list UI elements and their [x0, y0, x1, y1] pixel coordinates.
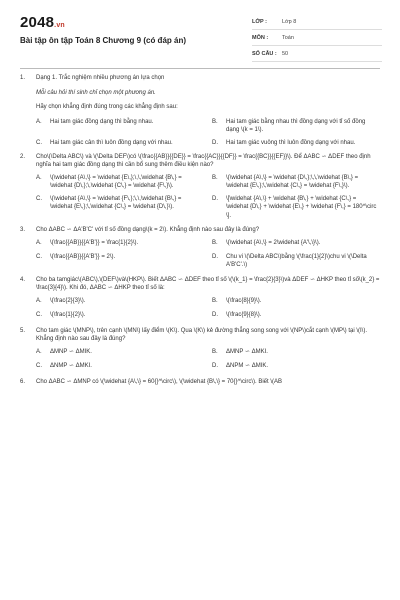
- option-a[interactable]: [36, 348, 204, 358]
- meta-row-class: [252, 14, 382, 30]
- option-label: B.: [212, 239, 218, 246]
- option-label: C.: [36, 195, 42, 202]
- option-text: ΔMNP ∽ ΔMKI.: [226, 348, 268, 355]
- meta-value: 50: [282, 50, 289, 57]
- question-3: [20, 226, 380, 270]
- option-label: A.: [36, 348, 42, 355]
- option-c[interactable]: [36, 311, 204, 321]
- option-label: D.: [212, 195, 218, 202]
- option-b[interactable]: [212, 348, 380, 358]
- option-label: A.: [36, 297, 42, 304]
- option-text: Hai tam giác bằng nhau thì đồng dạng với tỉ số đồng dạng \(k = 1\).: [226, 118, 366, 133]
- option-d[interactable]: [212, 362, 380, 372]
- option-a[interactable]: [36, 239, 204, 249]
- option-text: \(\widehat {A\,\} = \widehat {E\,};\,\,\widehat {B\,} = \widehat {D\,};\,\widehat {C\,} = \widehat {F\,}\).: [50, 174, 182, 189]
- option-text: Hai tam giác cân thì luôn đồng dạng với nhau.: [50, 139, 173, 146]
- options-grid: [36, 174, 380, 221]
- option-c[interactable]: [36, 195, 204, 221]
- meta-key: LỚP :: [252, 18, 267, 25]
- option-label: A.: [36, 118, 42, 125]
- option-label: C.: [36, 253, 42, 260]
- option-a[interactable]: [36, 297, 204, 307]
- option-label: B.: [212, 118, 218, 125]
- section-title: Dạng 1. Trắc nghiệm nhiều phương án lựa chọn: [36, 75, 165, 81]
- option-text: \[\widehat {A\,\} + \widehat {B\,} + \widehat {C\,} = \widehat {D\,} + \widehat {E\,} + \widehat {F\,} = 180^\circ \].: [226, 195, 377, 219]
- option-label: B.: [212, 348, 218, 355]
- option-a[interactable]: [36, 174, 204, 191]
- question-text: Cho ba tamgiác\(ABC\),\(DEF\)và\(HKP\). Biết ΔABC ∽ ΔDEF theo tỉ số \(\(k_1} = \frac{2}{3}\)và ΔDEF ∽ ΔHKP theo tỉ số\(k_2} = \frac{3}{4}\). Khi đó, ΔABC ∽ ΔHKP theo tỉ số là:: [36, 276, 380, 291]
- question-2: [20, 153, 380, 221]
- section-instruction: Mỗi câu hỏi thí sinh chỉ chọn một phương án.: [36, 89, 156, 96]
- option-text: \(\frac{{AB}}{{A'B'}} = 2\).: [50, 253, 116, 260]
- meta-table: [252, 14, 382, 62]
- option-text: Hai tam giác vuông thì luôn đồng dạng với nhau.: [226, 139, 356, 146]
- meta-key: MÔN :: [252, 34, 269, 41]
- option-b[interactable]: [212, 297, 380, 307]
- question-text: Cho ΔABC ∽ ΔA'B'C' với tỉ số đồng dạng\(k = 2\). Khẳng định nào sau đây là đúng?: [36, 227, 260, 233]
- question-number: 3.: [20, 227, 26, 233]
- logo-suffix: .vn: [54, 22, 65, 29]
- option-label: D.: [212, 362, 218, 369]
- option-text: \(\frac{{AB}}{{A'B'}} = \frac{1}{2}\).: [50, 239, 139, 246]
- question-number: 5.: [20, 327, 26, 334]
- option-text: \(\frac{9}{8}\).: [226, 311, 262, 318]
- question-number: 2.: [20, 153, 26, 160]
- option-label: A.: [36, 174, 42, 181]
- question-number: 4.: [20, 276, 26, 283]
- logo-main: 2048: [20, 14, 55, 31]
- option-label: A.: [36, 239, 42, 246]
- option-label: D.: [212, 311, 218, 318]
- option-text: Chu vi \(\Delta ABC\)bằng \(\frac{1}{2}\)chu vi \(\Delta A'B'C'.\): [226, 253, 367, 268]
- option-d[interactable]: [212, 195, 380, 221]
- option-label: C.: [36, 311, 42, 318]
- option-label: B.: [212, 174, 218, 181]
- option-text: \(\widehat {A\,\} = \widehat {D\,};\,\,\widehat {B\,} = \widehat {E\,};\,\widehat {C\,} = \widehat {F\,}\).: [226, 174, 359, 189]
- option-d[interactable]: [212, 253, 380, 270]
- option-b[interactable]: [212, 239, 380, 249]
- option-a[interactable]: [36, 118, 204, 135]
- option-text: \(\frac{1}{2}\).: [50, 311, 86, 318]
- questions-content: [20, 74, 380, 392]
- site-logo[interactable]: [20, 14, 65, 31]
- option-c[interactable]: [36, 139, 204, 149]
- option-text: ΔNMP ∽ ΔMKI.: [50, 362, 92, 369]
- option-text: ΔNPM ∽ ΔMIK.: [226, 362, 269, 369]
- page-title: Bài tập ôn tập Toán 8 Chương 9 (có đáp án): [20, 36, 187, 45]
- option-text: Hai tam giác đồng dạng thì bằng nhau.: [50, 118, 154, 125]
- option-text: \(\widehat {A\,\} = 2\widehat {A'\,\}\).: [226, 239, 321, 246]
- option-label: C.: [36, 362, 42, 369]
- question-text: Hãy chọn khẳng định đúng trong các khẳng định sau:: [36, 104, 178, 110]
- option-c[interactable]: [36, 362, 204, 372]
- question-number: 1.: [20, 75, 26, 81]
- question-text: Cho tam giác \(MNP\), trên cạnh \(MN\) lấy điểm \(K\). Qua \(K\) kẻ đường thẳng song song với \(NP\)cắt cạnh \(MP\) tại \(I\). Khẳng định nào sau đây là đúng?: [36, 327, 367, 342]
- option-label: D.: [212, 139, 218, 146]
- option-b[interactable]: [212, 174, 380, 191]
- option-text: \(\widehat {A\,\} = \widehat {F\,};\,\,\widehat {B\,} = \widehat {E\,};\,\widehat {C\,} = \widehat {D\,}\).: [50, 195, 182, 210]
- meta-key: SỐ CÂU :: [252, 50, 277, 57]
- meta-value: Toán: [282, 34, 294, 41]
- option-c[interactable]: [36, 253, 204, 270]
- option-b[interactable]: [212, 118, 380, 135]
- question-text: Cho\(\Delta ABC\) và \(\Delta DEF\)có \(\frac{{AB}}{{DE}} = \frac{{AC}}{{DF}} = \frac{{BC}}{{EF}}\). Để ΔABC ∽ ΔDEF theo định nghĩa hai tam giác đồng dạng thì cần bổ sung thêm điều kiện nào?: [36, 153, 371, 168]
- question-number: 6.: [20, 378, 26, 385]
- option-text: ΔMNP ∽ ΔMIK.: [50, 348, 92, 355]
- option-text: \(\frac{8}{9}\).: [226, 297, 262, 304]
- question-text: Cho ΔABC ∽ ΔMNP có \(\widehat {A\,\} = 60{}^\circ\), \(\widehat {B\,\} = 70{}^\circ\). Biết \(AB: [36, 378, 283, 385]
- meta-row-count: [252, 46, 382, 62]
- meta-row-subject: [252, 30, 382, 46]
- question-5: [20, 327, 380, 372]
- meta-value: Lớp 8: [282, 18, 297, 25]
- option-label: B.: [212, 297, 218, 304]
- option-d[interactable]: [212, 139, 380, 149]
- option-label: D.: [212, 253, 218, 260]
- option-text: \(\frac{2}{3}\).: [50, 297, 86, 304]
- option-label: C.: [36, 139, 42, 146]
- option-d[interactable]: [212, 311, 380, 321]
- question-1: [20, 74, 380, 149]
- header: [0, 0, 400, 68]
- options-grid: [36, 118, 380, 149]
- options-grid: [36, 239, 380, 270]
- options-grid: [36, 348, 380, 372]
- divider: [20, 68, 380, 69]
- question-6: [20, 378, 380, 387]
- question-4: [20, 276, 380, 321]
- options-grid: [36, 297, 380, 321]
